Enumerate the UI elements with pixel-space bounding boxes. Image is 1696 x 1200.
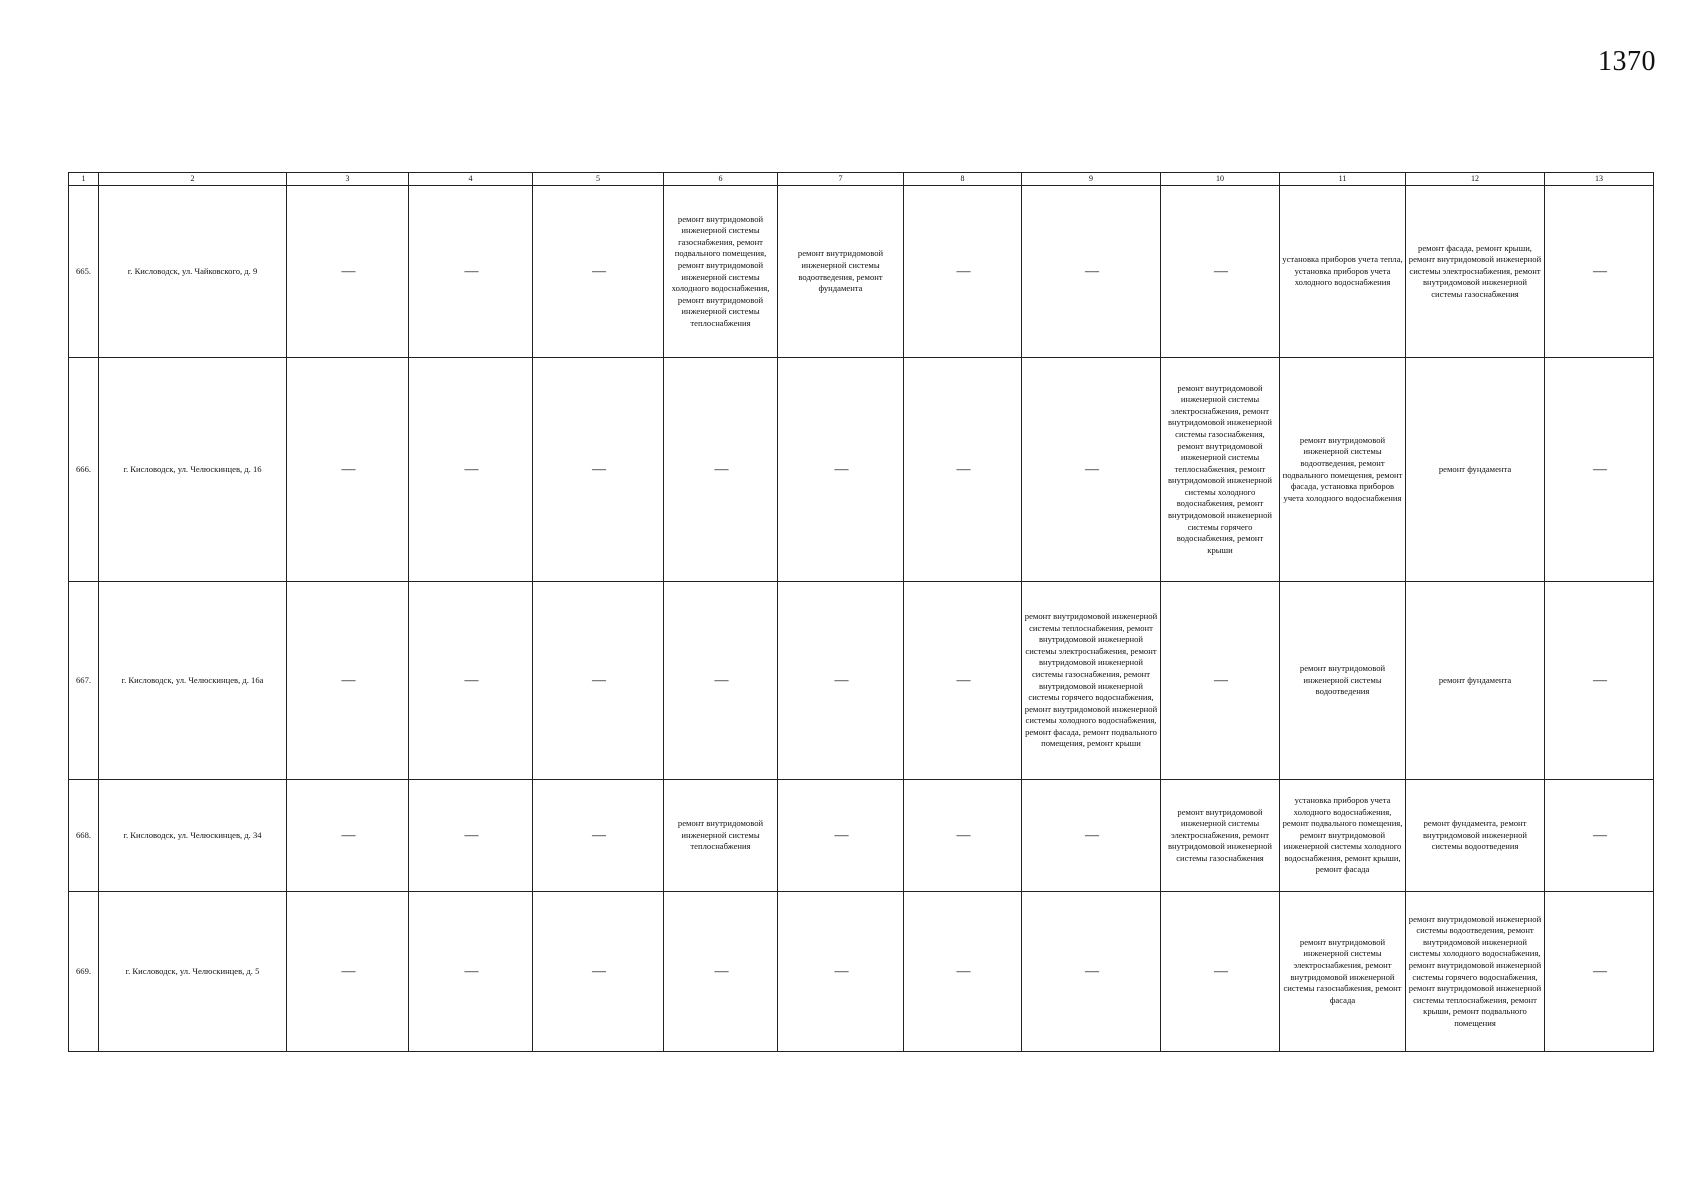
column-number: 2 bbox=[99, 173, 287, 186]
empty-dash-cell: — bbox=[533, 780, 664, 892]
empty-dash-cell: — bbox=[287, 358, 409, 582]
works-cell: ремонт внутридомовой инженерной системы водоотведения, ремонт фундамента bbox=[778, 186, 904, 358]
row-number: 666. bbox=[69, 358, 99, 582]
row-number: 667. bbox=[69, 582, 99, 780]
column-number: 11 bbox=[1280, 173, 1406, 186]
empty-dash-cell: — bbox=[287, 186, 409, 358]
empty-dash-cell: — bbox=[533, 358, 664, 582]
empty-dash-cell: — bbox=[778, 358, 904, 582]
address-cell: г. Кисловодск, ул. Чайковского, д. 9 bbox=[99, 186, 287, 358]
empty-dash-cell: — bbox=[1161, 186, 1280, 358]
empty-dash-cell: — bbox=[409, 358, 533, 582]
empty-dash-cell: — bbox=[1545, 780, 1654, 892]
column-number: 10 bbox=[1161, 173, 1280, 186]
works-cell: ремонт внутридомовой инженерной системы водоотведения, ремонт подвального помещения, ремонт фасада, установка приборов учета холодного водоснабжения bbox=[1280, 358, 1406, 582]
column-number: 6 bbox=[664, 173, 778, 186]
empty-dash-cell: — bbox=[287, 780, 409, 892]
row-number: 668. bbox=[69, 780, 99, 892]
empty-dash-cell: — bbox=[664, 582, 778, 780]
works-cell: ремонт внутридомовой инженерной системы теплоснабжения, ремонт внутридомовой инженерной системы электроснабжения, ремонт внутридомовой инженерной системы газоснабжения, ремонт внутридомовой инженерной системы горячего водоснабжения, ремонт внутридомовой инженерной системы холодного водоснабжения, ремонт фасада, ремонт подвального помещения, ремонт крыши bbox=[1022, 582, 1161, 780]
empty-dash-cell: — bbox=[778, 582, 904, 780]
row-number: 669. bbox=[69, 892, 99, 1052]
page-number: 1370 bbox=[1598, 46, 1656, 77]
empty-dash-cell: — bbox=[778, 892, 904, 1052]
empty-dash-cell: — bbox=[533, 892, 664, 1052]
works-cell: ремонт фундамента, ремонт внутридомовой инженерной системы водоотведения bbox=[1406, 780, 1545, 892]
works-cell: ремонт внутридомовой инженерной системы водоотведения bbox=[1280, 582, 1406, 780]
empty-dash-cell: — bbox=[533, 582, 664, 780]
empty-dash-cell: — bbox=[904, 780, 1022, 892]
column-number: 4 bbox=[409, 173, 533, 186]
column-number: 1 bbox=[69, 173, 99, 186]
column-number-row bbox=[69, 173, 1654, 186]
empty-dash-cell: — bbox=[1022, 186, 1161, 358]
empty-dash-cell: — bbox=[904, 358, 1022, 582]
table-row bbox=[69, 186, 1654, 358]
table-row bbox=[69, 780, 1654, 892]
empty-dash-cell: — bbox=[904, 582, 1022, 780]
column-number: 5 bbox=[533, 173, 664, 186]
works-cell: ремонт внутридомовой инженерной системы газоснабжения, ремонт подвального помещения, ремонт внутридомовой инженерной системы холодного водоснабжения, ремонт внутридомовой инженерной системы теплоснабжения bbox=[664, 186, 778, 358]
works-cell: установка приборов учета холодного водоснабжения, ремонт подвального помещения, ремонт внутридомовой инженерной системы холодного водоснабжения, ремонт крыши, ремонт фасада bbox=[1280, 780, 1406, 892]
works-table bbox=[68, 172, 1654, 1052]
address-cell: г. Кисловодск, ул. Челюскинцев, д. 34 bbox=[99, 780, 287, 892]
column-number: 12 bbox=[1406, 173, 1545, 186]
table-row bbox=[69, 582, 1654, 780]
empty-dash-cell: — bbox=[1545, 892, 1654, 1052]
works-cell: ремонт фундамента bbox=[1406, 358, 1545, 582]
table-row bbox=[69, 358, 1654, 582]
column-number: 7 bbox=[778, 173, 904, 186]
empty-dash-cell: — bbox=[1022, 892, 1161, 1052]
empty-dash-cell: — bbox=[287, 582, 409, 780]
empty-dash-cell: — bbox=[904, 186, 1022, 358]
address-cell: г. Кисловодск, ул. Челюскинцев, д. 16 bbox=[99, 358, 287, 582]
empty-dash-cell: — bbox=[287, 892, 409, 1052]
works-cell: ремонт внутридомовой инженерной системы электроснабжения, ремонт внутридомовой инженерной системы газоснабжения, ремонт фасада bbox=[1280, 892, 1406, 1052]
works-cell: ремонт фундамента bbox=[1406, 582, 1545, 780]
row-number: 665. bbox=[69, 186, 99, 358]
works-cell: ремонт внутридомовой инженерной системы водоотведения, ремонт внутридомовой инженерной системы холодного водоснабжения, ремонт внутридомовой инженерной системы горячего водоснабжения, ремонт внутридомовой инженерной системы теплоснабжения, ремонт крыши, ремонт подвального помещения bbox=[1406, 892, 1545, 1052]
empty-dash-cell: — bbox=[664, 358, 778, 582]
empty-dash-cell: — bbox=[904, 892, 1022, 1052]
empty-dash-cell: — bbox=[1545, 186, 1654, 358]
empty-dash-cell: — bbox=[409, 582, 533, 780]
empty-dash-cell: — bbox=[1161, 582, 1280, 780]
column-number: 13 bbox=[1545, 173, 1654, 186]
works-cell: ремонт внутридомовой инженерной системы электроснабжения, ремонт внутридомовой инженерной системы газоснабжения, ремонт внутридомовой инженерной системы теплоснабжения, ремонт внутридомовой инженерной системы холодного водоснабжения, ремонт внутридомовой инженерной системы горячего водоснабжения, ремонт крыши bbox=[1161, 358, 1280, 582]
empty-dash-cell: — bbox=[778, 780, 904, 892]
empty-dash-cell: — bbox=[409, 186, 533, 358]
table-row bbox=[69, 892, 1654, 1052]
address-cell: г. Кисловодск, ул. Челюскинцев, д. 16а bbox=[99, 582, 287, 780]
column-number: 9 bbox=[1022, 173, 1161, 186]
empty-dash-cell: — bbox=[1161, 892, 1280, 1052]
empty-dash-cell: — bbox=[409, 780, 533, 892]
empty-dash-cell: — bbox=[533, 186, 664, 358]
empty-dash-cell: — bbox=[1022, 358, 1161, 582]
empty-dash-cell: — bbox=[664, 892, 778, 1052]
empty-dash-cell: — bbox=[1545, 582, 1654, 780]
empty-dash-cell: — bbox=[409, 892, 533, 1052]
works-cell: ремонт внутридомовой инженерной системы электроснабжения, ремонт внутридомовой инженерной системы газоснабжения bbox=[1161, 780, 1280, 892]
column-number: 3 bbox=[287, 173, 409, 186]
works-cell: ремонт фасада, ремонт крыши, ремонт внутридомовой инженерной системы электроснабжения, ремонт внутридомовой инженерной системы газоснабжения bbox=[1406, 186, 1545, 358]
column-number: 8 bbox=[904, 173, 1022, 186]
address-cell: г. Кисловодск, ул. Челюскинцев, д. 5 bbox=[99, 892, 287, 1052]
works-cell: ремонт внутридомовой инженерной системы теплоснабжения bbox=[664, 780, 778, 892]
empty-dash-cell: — bbox=[1022, 780, 1161, 892]
works-cell: установка приборов учета тепла, установка приборов учета холодного водоснабжения bbox=[1280, 186, 1406, 358]
empty-dash-cell: — bbox=[1545, 358, 1654, 582]
